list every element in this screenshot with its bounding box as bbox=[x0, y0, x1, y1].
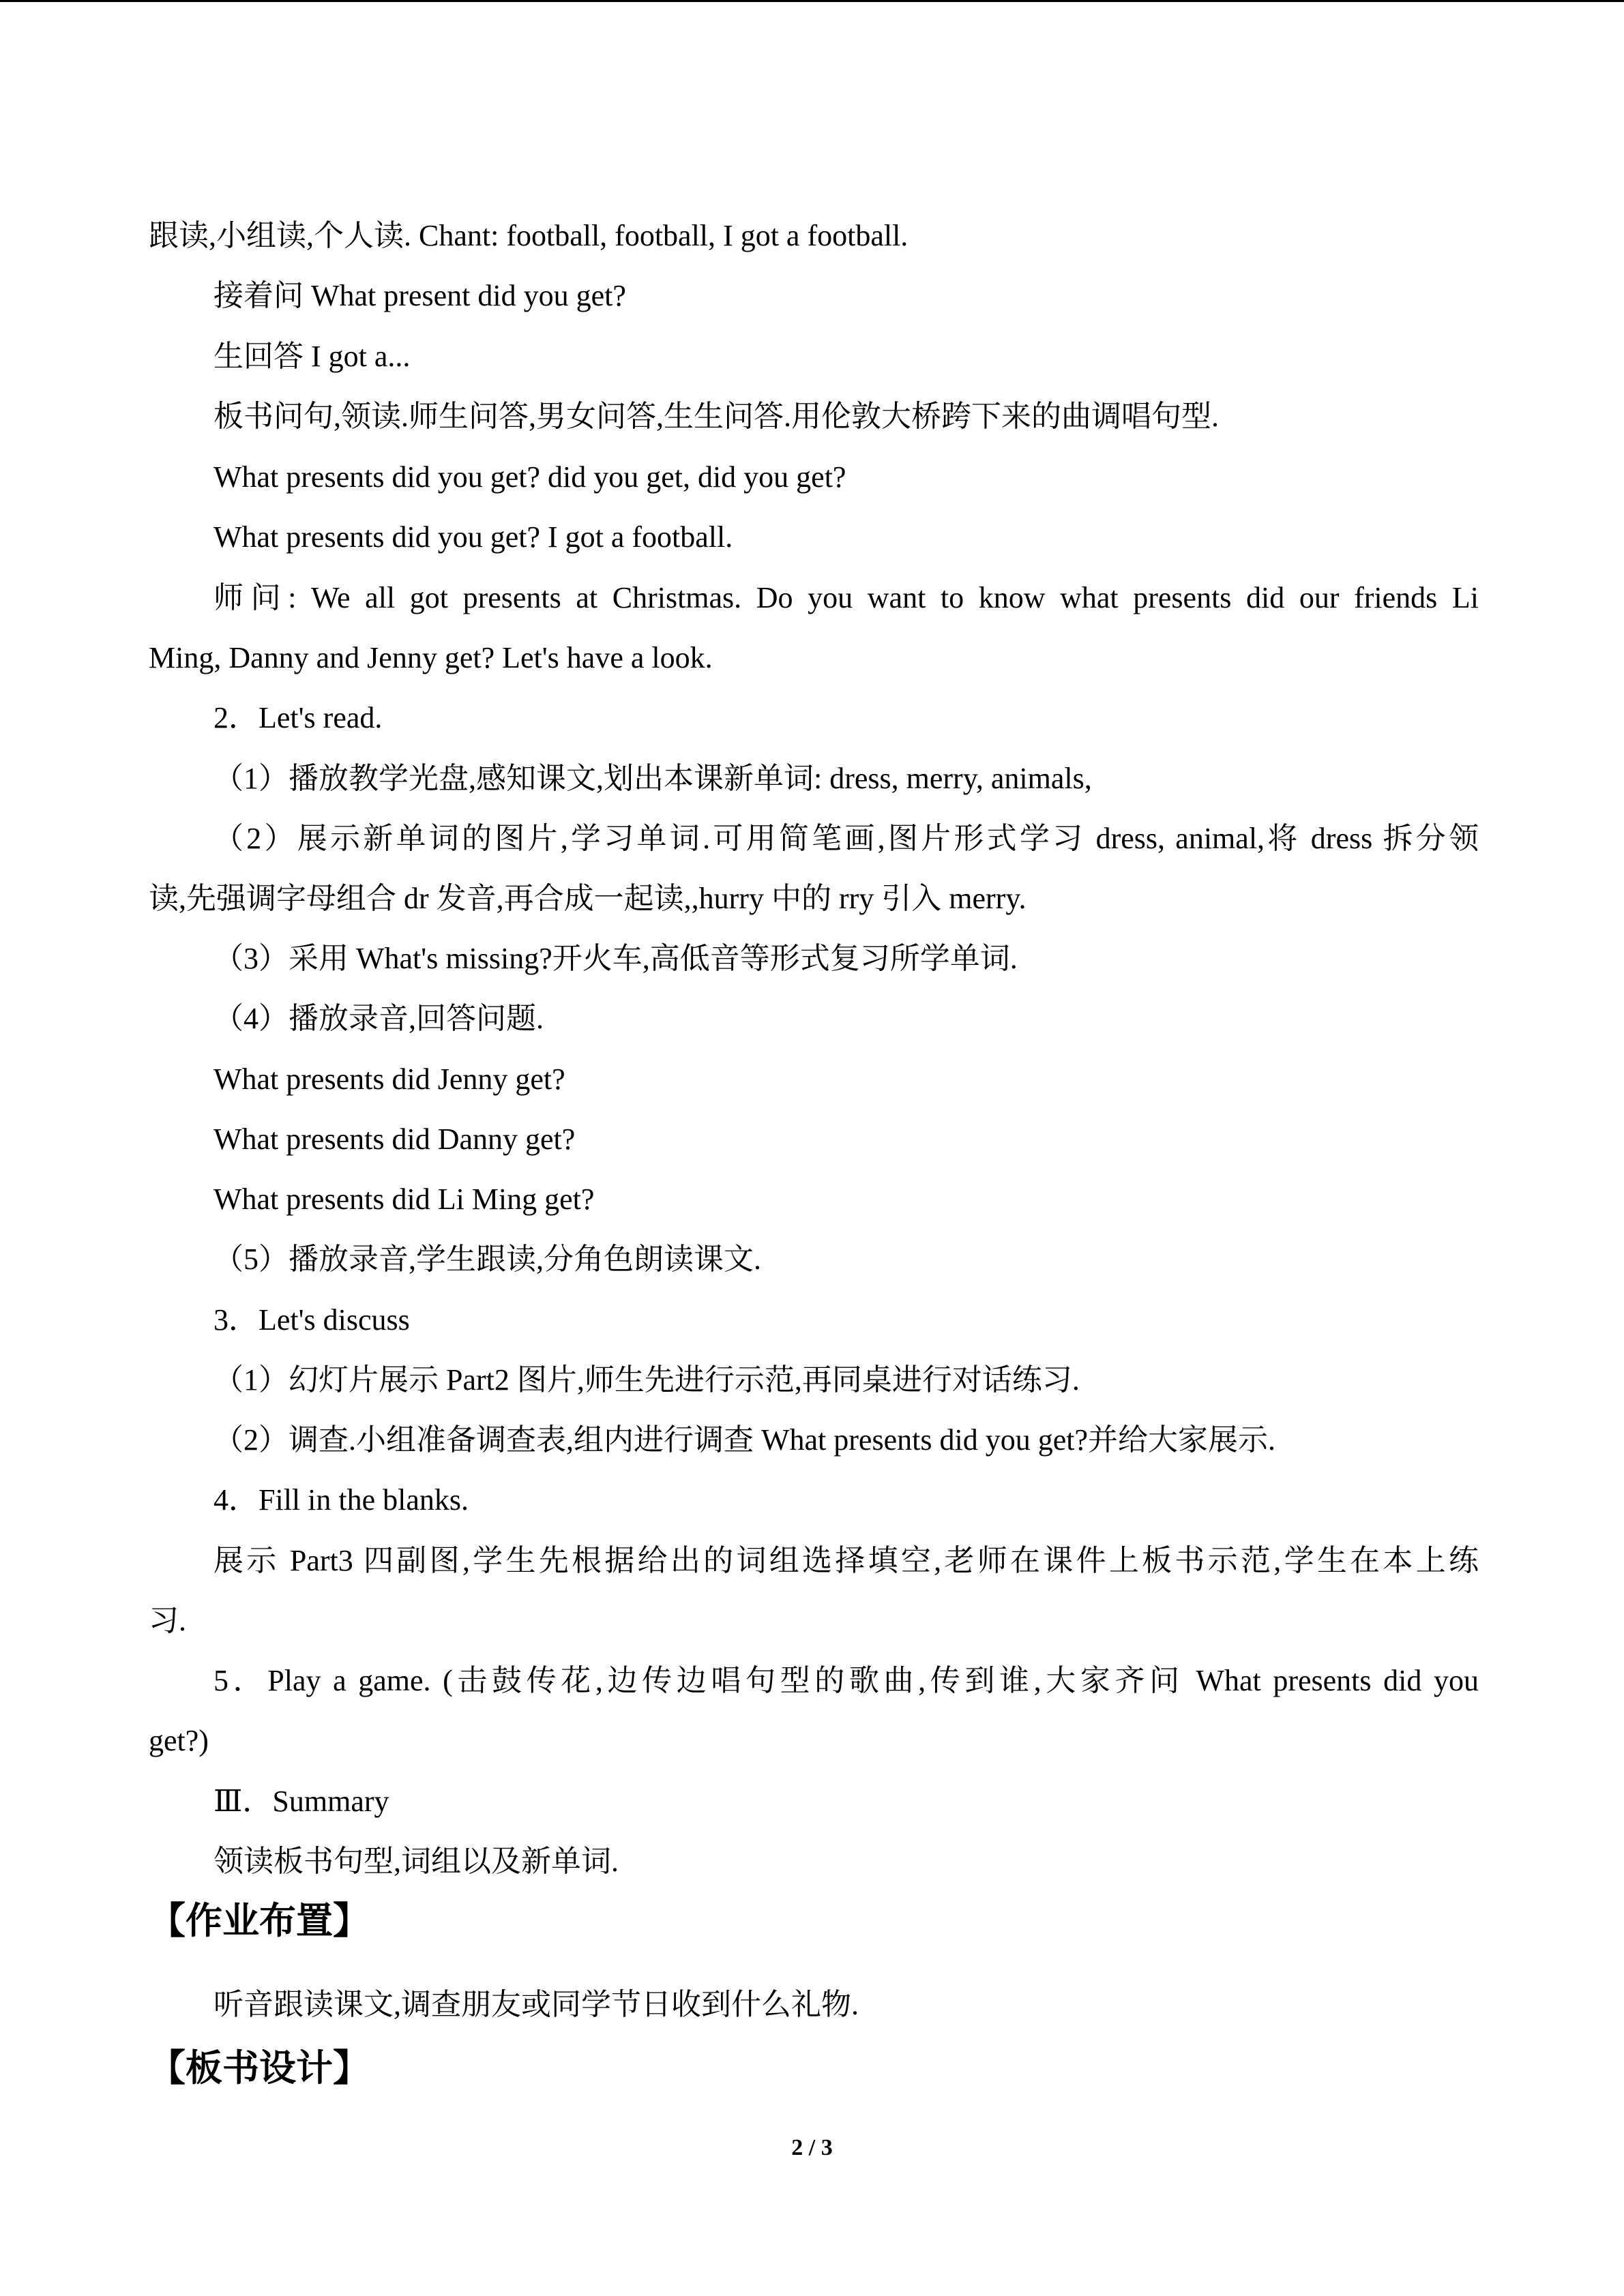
paragraph-line-26: get?) bbox=[149, 1724, 209, 1757]
section-lets-discuss: 3．Let's discuss bbox=[213, 1303, 410, 1337]
paragraph-line-8: Ming, Danny and Jenny get? Let's have a look. bbox=[149, 641, 713, 674]
paragraph-line-6: What presents did you get? I got a football. bbox=[213, 520, 733, 554]
question-line-li-ming: What presents did Li Ming get? bbox=[213, 1182, 595, 1216]
section-summary: Ⅲ．Summary bbox=[213, 1785, 389, 1818]
paragraph-line-2: 接着问 What present did you get? bbox=[213, 279, 626, 312]
paragraph-line-20: （1）幻灯片展示 Part2 图片,师生先进行示范,再同桌进行对话练习. bbox=[213, 1363, 1080, 1397]
paragraph-line-7: 师问: We all got presents at Christmas. Do you want to know what presents did our friends Li bbox=[213, 581, 1479, 614]
paragraph-line-11: （2）展示新单词的图片,学习单词.可用简笔画,图片形式学习 dress, animal,将 dress 拆分领 bbox=[213, 822, 1479, 855]
section-lets-read: 2．Let's read. bbox=[213, 701, 383, 734]
paragraph-line-24: 习. bbox=[149, 1604, 186, 1637]
paragraph-line-14: （4）播放录音,回答问题. bbox=[213, 1002, 544, 1035]
paragraph-line-28: 领读板书句型,词组以及新单词. bbox=[213, 1845, 619, 1878]
page-number: 2 / 3 bbox=[791, 2135, 833, 2160]
paragraph-line-12: 读,先强调字母组合 dr 发音,再合成一起读,,hurry 中的 rry 引入 merry. bbox=[149, 882, 1027, 915]
paragraph-line-23: 展示 Part3 四副图,学生先根据给出的词组选择填空,老师在课件上板书示范,学生在本上练 bbox=[213, 1544, 1479, 1577]
paragraph-line-18: （5）播放录音,学生跟读,分角色朗读课文. bbox=[213, 1242, 761, 1276]
paragraph-line-13: （3）采用 What's missing?开火车,高低音等形式复习所学单词. bbox=[213, 942, 1018, 975]
paragraph-line-10: （1）播放教学光盘,感知课文,划出本课新单词: dress, merry, animals, bbox=[213, 762, 1092, 795]
paragraph-line-1: 跟读,小组读,个人读. Chant: football, football, I got a football. bbox=[149, 219, 909, 252]
paragraph-line-4: 板书问句,领读.师生问答,男女问答,生生问答.用伦敦大桥跨下来的曲调唱句型. bbox=[213, 400, 1219, 433]
question-line-jenny: What presents did Jenny get? bbox=[213, 1062, 565, 1096]
section-play-a-game: 5．Play a game. (击鼓传花,边传边唱句型的歌曲,传到谁,大家齐问 What presents did you bbox=[213, 1664, 1479, 1697]
homework-heading: 【作业布置】 bbox=[149, 1899, 370, 1942]
board-design-heading: 【板书设计】 bbox=[149, 2046, 370, 2089]
paragraph-line-3: 生回答 I got a... bbox=[213, 340, 411, 373]
homework-text: 听音跟读课文,调查朋友或同学节日收到什么礼物. bbox=[213, 1988, 859, 2021]
paragraph-line-5: What presents did you get? did you get, did you get? bbox=[213, 460, 846, 494]
section-fill-in-blanks: 4．Fill in the blanks. bbox=[213, 1483, 469, 1517]
question-line-danny: What presents did Danny get? bbox=[213, 1122, 576, 1156]
paragraph-line-21: （2）调查.小组准备调查表,组内进行调查 What presents did you get?并给大家展示. bbox=[213, 1423, 1275, 1457]
